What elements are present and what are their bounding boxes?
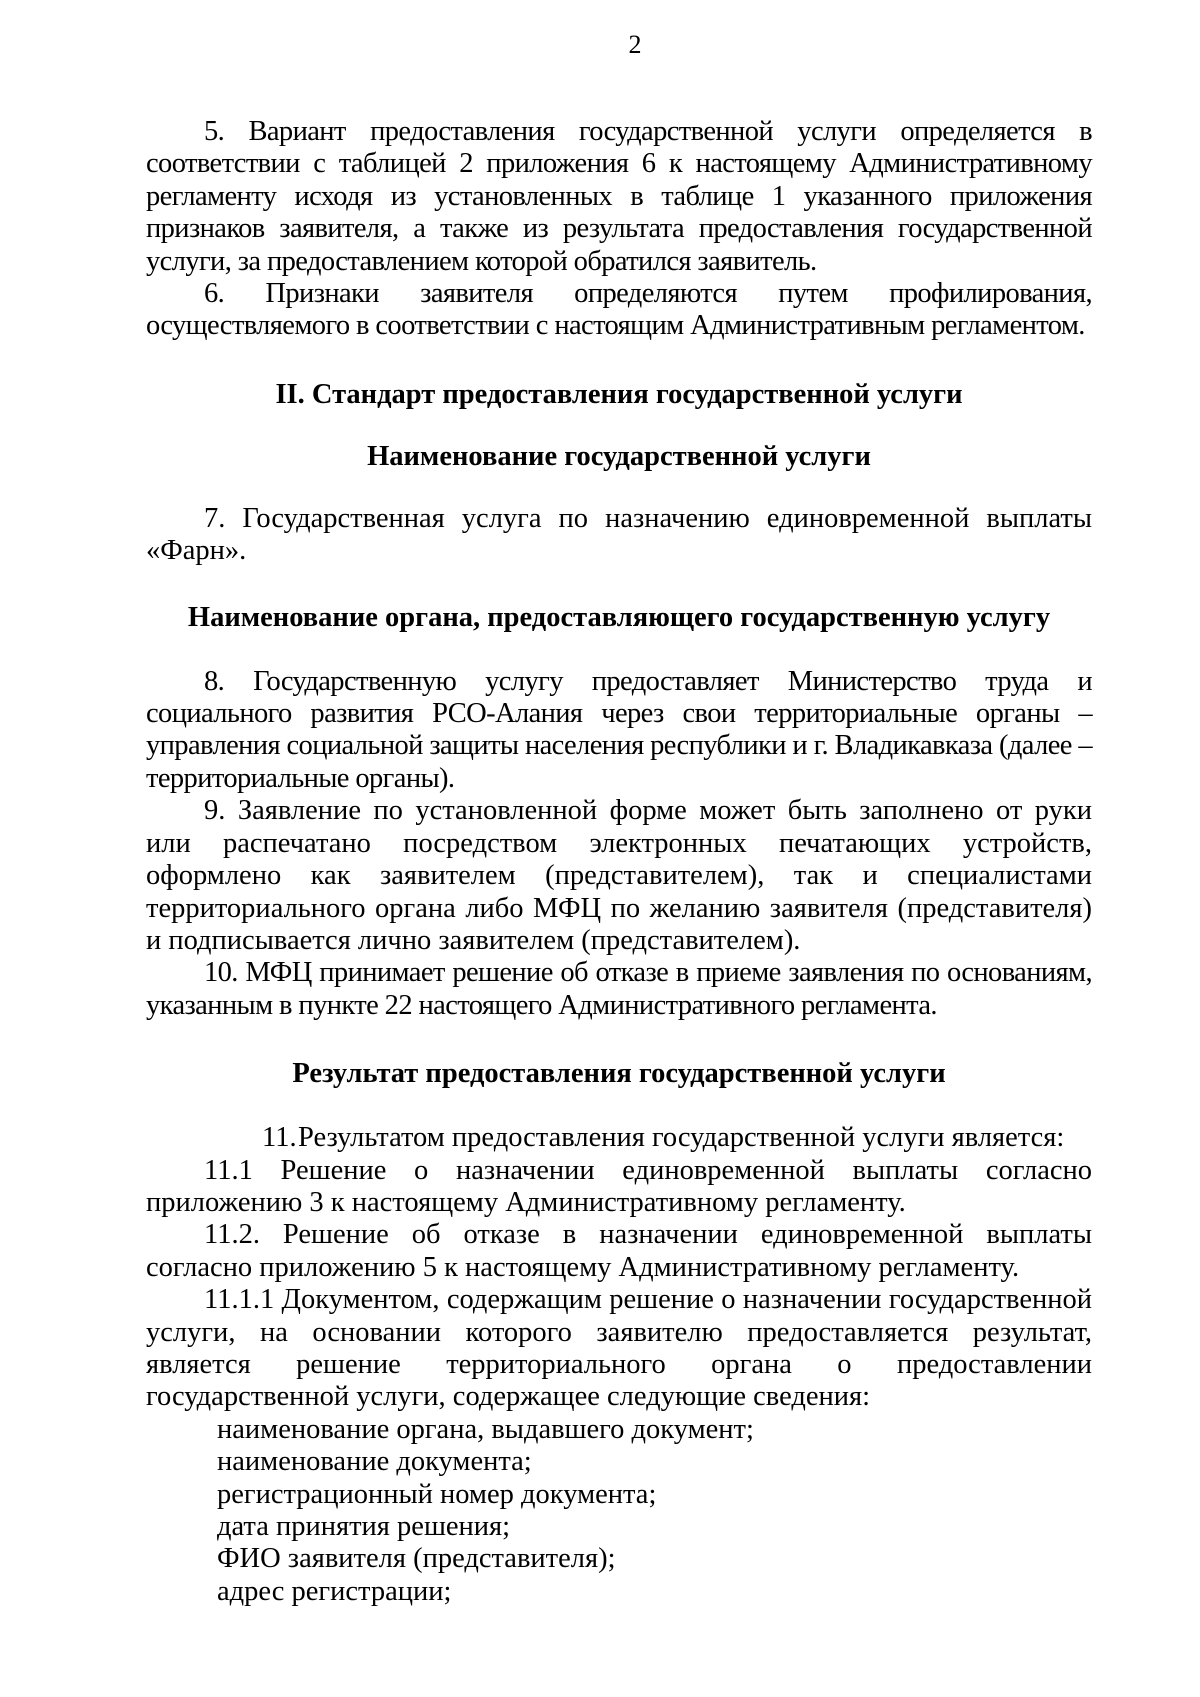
paragraph-8: 8. Государственную услугу предоставляет Министерство труда и социального развития РСО-Алания через свои территориальные органы – управления социальной защиты населения республики и г. Владикавказа (далее – территориальные органы). bbox=[146, 665, 1092, 794]
paragraph-11-number: 11. bbox=[262, 1122, 297, 1154]
paragraph-11-1-1: 11.1.1 Документом, содержащим решение о назначении государственной услуги, на основании которого заявителю предоставляется результат, является решение территориального органа о предоставлении государственной услуги, содержащее следующие сведения: bbox=[146, 1284, 1092, 1413]
paragraph-6: 6. Признаки заявителя определяются путем профилирования, осуществляемого в соответствии с настоящим Административным регламентом. bbox=[146, 278, 1092, 342]
paragraph-10: 10. МФЦ принимает решение об отказе в приеме заявления по основаниям, указанным в пункте 22 настоящего Административного регламента. bbox=[146, 957, 1092, 1021]
heading-organization: Наименование органа, предоставляющего государственную услугу bbox=[187, 601, 1051, 633]
list-item: ФИО заявителя (представителя); bbox=[217, 1543, 616, 1575]
paragraph-11-text: Результатом предоставления государственной услуги является: bbox=[298, 1122, 1065, 1154]
heading-result: Результат предоставления государственной услуги bbox=[292, 1058, 946, 1090]
document-page bbox=[146, 32, 1092, 1608]
paragraph-11-1: 11.1 Решение о назначении единовременной выплаты согласно приложению 3 к настоящему Административному регламенту. bbox=[146, 1154, 1092, 1218]
paragraph-11 bbox=[146, 1122, 1092, 1154]
paragraph-5: 5. Вариант предоставления государственной услуги определяется в соответствии с таблицей 2 приложения 6 к настоящему Административному регламенту исходя из установленных в таблице 1 указанного приложения признаков заявителя, а также из результата предоставления государственной услуги, за предоставлением которой обратился заявитель. bbox=[146, 116, 1092, 277]
list-item: наименование органа, выдавшего документ; bbox=[217, 1413, 754, 1445]
paragraph-11-2: 11.2. Решение об отказе в назначении единовременной выплаты согласно приложению 5 к настоящему Административному регламенту. bbox=[146, 1219, 1092, 1283]
list-item: дата принятия решения; bbox=[217, 1511, 511, 1542]
paragraph-9: 9. Заявление по установленной форме может быть заполнено от руки или распечатано посредством электронных печатающих устройств, оформлено как заявителем (представителем), так и специалистами территориального органа либо МФЦ по желанию заявителя (представителя) и подписывается лично заявителем (представителем). bbox=[146, 795, 1092, 956]
list-item: адрес регистрации; bbox=[217, 1575, 452, 1607]
heading-service-name: Наименование государственной услуги bbox=[367, 440, 871, 472]
section-title: II. Стандарт предоставления государственной услуги bbox=[275, 378, 963, 410]
list-item: регистрационный номер документа; bbox=[217, 1478, 657, 1510]
details-list bbox=[146, 1414, 1092, 1608]
page-number: 2 bbox=[628, 30, 642, 59]
list-item: наименование документа; bbox=[217, 1446, 532, 1478]
paragraph-7: 7. Государственная услуга по назначению единовременной выплаты «Фарн». bbox=[146, 502, 1092, 567]
